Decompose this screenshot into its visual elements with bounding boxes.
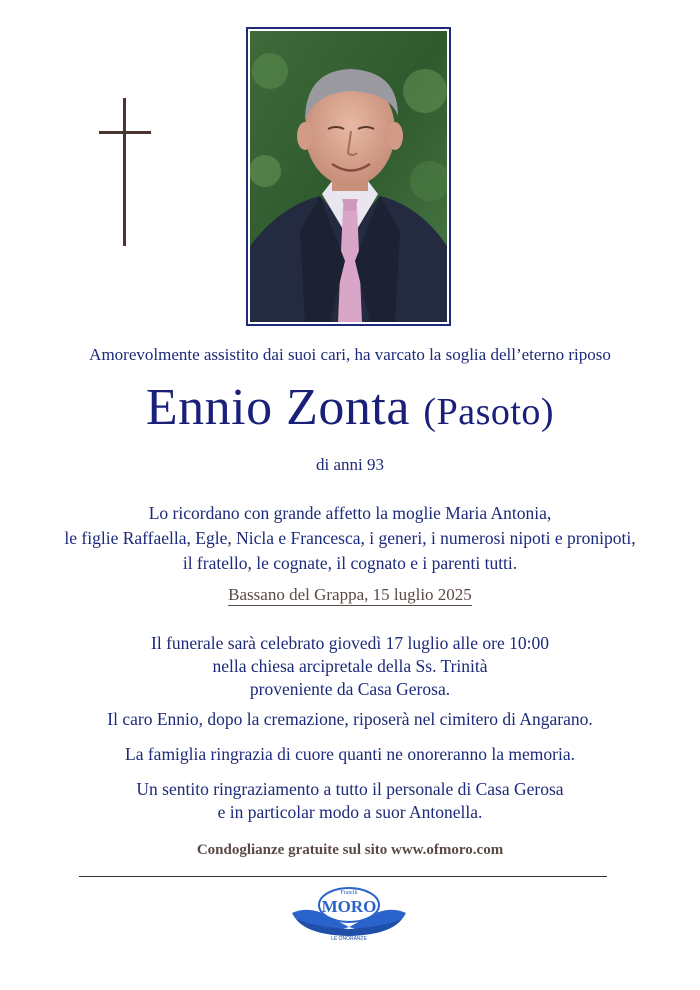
condolences-text: Condoglianze gratuite sul sito www.ofmoro.com <box>196 842 504 858</box>
cross-icon <box>99 98 151 246</box>
logo-top-text: Fratelli <box>340 890 358 896</box>
remember-line: il fratello, le cognate, il cognato e i parenti tutti. <box>182 553 518 573</box>
logo-bottom-text: LE ONORANZE <box>331 936 367 941</box>
family-thanks-text: La famiglia ringrazia di cuore quanti ne onoreranno la memoria. <box>125 744 575 764</box>
remember-line: le figlie Raffaella, Egle, Nicla e Francesca, i generi, i numerosi nipoti e pronipoti, <box>64 528 636 548</box>
portrait-image <box>250 31 447 322</box>
remember-line: Lo ricordano con grande affetto la moglie Maria Antonia, <box>148 503 552 523</box>
name-text: Ennio Zonta <box>145 379 410 436</box>
age-text: di anni 93 <box>316 455 384 474</box>
staff-thanks-line: e in particolar modo a suor Antonella. <box>217 802 483 822</box>
funeral-line: proveniente da Casa Gerosa. <box>249 679 451 699</box>
remember-paragraph <box>0 501 700 576</box>
intro-text: Amorevolmente assistito dai suoi cari, ha varcato la soglia dell’eterno riposo <box>89 345 611 364</box>
deceased-name <box>0 378 700 437</box>
funeral-line: Il funerale sarà celebrato giovedì 17 luglio alle ore 10:00 <box>151 633 549 653</box>
portrait-photo <box>246 27 451 326</box>
funeral-paragraph <box>0 632 700 701</box>
divider <box>79 876 607 877</box>
staff-thanks-paragraph <box>0 778 700 824</box>
place-date <box>0 585 700 605</box>
fratelli-moro-logo <box>290 883 408 941</box>
place-date-text: Bassano del Grappa, 15 luglio 2025 <box>228 585 472 604</box>
staff-thanks-line: Un sentito ringraziamento a tutto il personale di Casa Gerosa <box>136 779 564 799</box>
cremation-text: Il caro Ennio, dopo la cremazione, riposerà nel cimitero di Angarano. <box>107 709 593 729</box>
nickname-text: (Pasoto) <box>423 391 555 433</box>
funeral-line: nella chiesa arcipretale della Ss. Trinità <box>212 656 488 676</box>
logo-main-text: MORO <box>321 897 377 916</box>
